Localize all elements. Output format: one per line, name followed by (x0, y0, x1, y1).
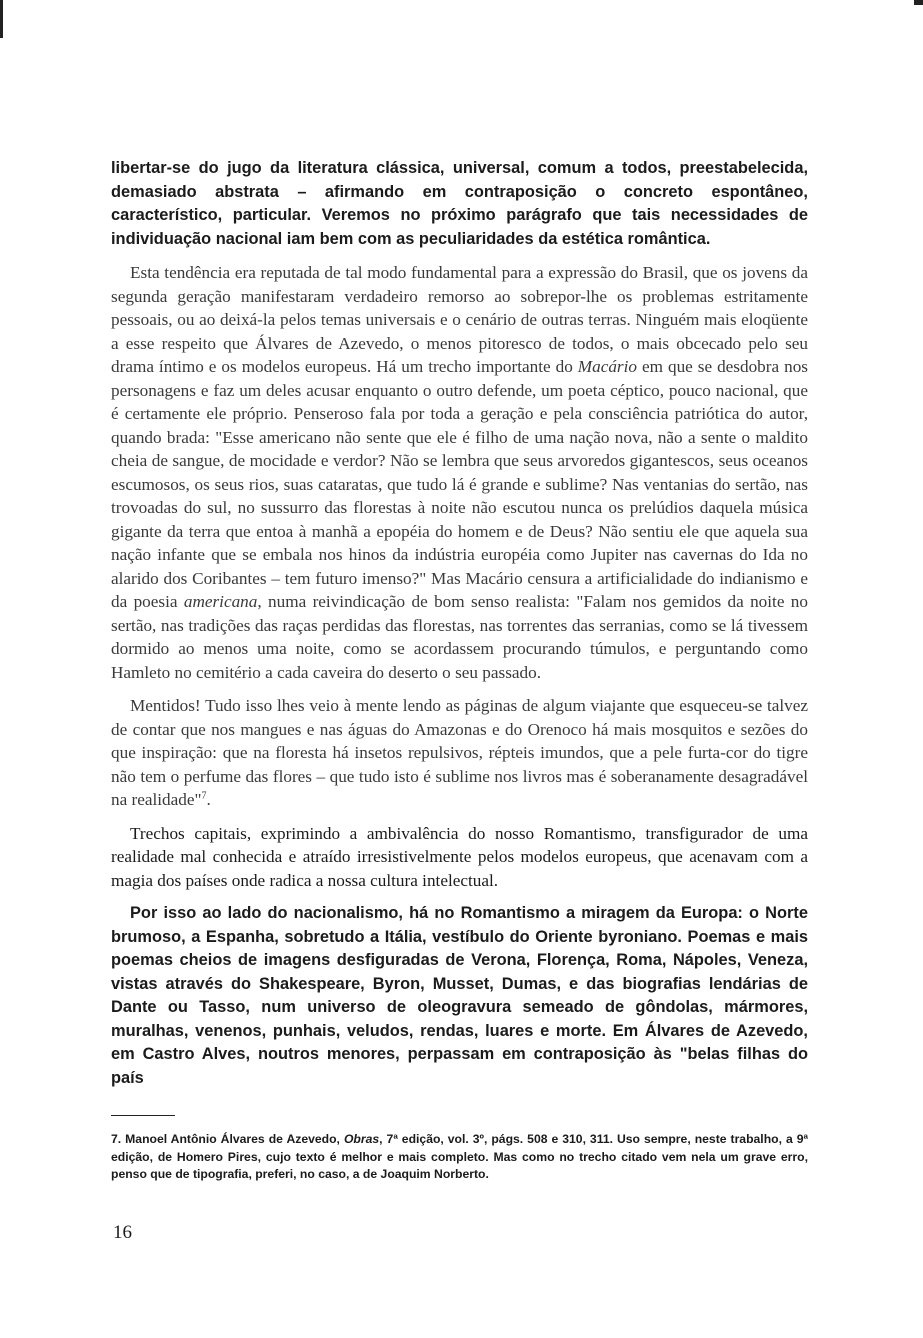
footnote-divider (111, 1115, 175, 1116)
paragraph-2-text-c: , numa reivindicação de bom senso realista: "Falam nos gemidos da noite no sertão, nas tradições das raças perdidas das florestas, nas torrentes das serranias, como se lá tivessem dormido ao menos uma noite, como se acordassem procurando túmulos, e perguntando como Hamleto no cemitério a cada caveira do deserto o seu passado. (111, 592, 808, 682)
footnote-number: 7. (111, 1132, 122, 1146)
paragraph-1 (111, 157, 808, 251)
paragraph-2 (111, 261, 808, 684)
paragraph-4-text: Trechos capitais, exprimindo a ambivalência do nosso Romantismo, transfigurador de uma realidade mal conhecida e atraído irresistivelmente pelos modelos europeus, que acenavam com a magia dos países onde radica a nossa cultura intelectual. (111, 823, 808, 890)
page-number: 16 (113, 1222, 132, 1243)
scan-edge-mark-left (0, 0, 3, 38)
paragraph-1-text: libertar-se do jugo da literatura clássica, universal, comum a todos, preestabelecida, demasiado abstrata – afirmando em contraposição o concreto espontâneo, característico, particular. Veremos no próximo parágrafo que tais necessidades de individuação nacional iam bem com as peculiaridades da estética romântica. (111, 159, 808, 248)
footnote-work-title: Obras (343, 1132, 380, 1146)
scan-edge-mark-right (914, 0, 923, 5)
paragraph-4 (111, 822, 808, 893)
footnote-7 (111, 1131, 808, 1184)
footnote-text-b: , 7ª edição, vol. 3º, págs. 508 e 310, 311. Uso sempre, neste trabalho, a 9ª edição, de Homero Pires, cujo texto é melhor e mais completo. Mas como no trecho citado vem nela um grave erro, penso que de tipografia, preferi, no caso, a de Joaquim Norberto. (111, 1132, 808, 1181)
footnote-text-a: Manoel Antônio Álvares de Azevedo, (121, 1132, 344, 1146)
footnote-reference: 7 (201, 790, 207, 802)
paragraph-5 (111, 902, 808, 1090)
paragraph-3-text: Mentidos! Tudo isso lhes veio à mente lendo as páginas de algum viajante que esqueceu-se talvez de contar que nos mangues e nas águas do Amazonas e do Orenoco há mais mosquitos e sezões do que inspiração: que na floresta há insetos repulsivos, répteis imundos, que a pele furta-cor do tigre não tem o perfume das flores – que tudo isto é sublime nos livros mas é soberanamente desagradável na realidade" (111, 696, 808, 809)
body-text (111, 157, 808, 1090)
paragraph-5-text: Por isso ao lado do nacionalismo, há no Romantismo a miragem da Europa: o Norte brumoso, a Espanha, sobretudo a Itália, vestíbulo do Oriente byroniano. Poemas e mais poemas cheios de imagens desfiguradas de Verona, Florença, Roma, Nápoles, Veneza, vistas através do Shakespeare, Byron, Musset, Dumas, e das biografias lendárias de Dante ou Tasso, num universo de oleogravura semeado de gôndolas, mármores, muralhas, venenos, punhais, veludos, rendas, luares e morte. Em Álvares de Azevedo, em Castro Alves, noutros menores, perpassam em contraposição às "belas filhas do país (111, 904, 808, 1087)
work-title-americana: americana (183, 592, 258, 611)
paragraph-3 (111, 694, 808, 812)
work-title-macario: Macário (577, 357, 637, 376)
paragraph-2-text-b: em que se desdobra nos personagens e faz um deles acusar enquanto o outro defende, um poeta céptico, pouco nacional, que é certamente ele próprio. Penseroso fala por toda a geração e pela consciência patriótica do autor, quando brada: "Esse americano não sente que ele é filho de uma nação nova, não a sente o maldito cheia de sangue, de mocidade e verdor? Não se lembra que seus arvoredos gigantescos, seus oceanos escumosos, os seus rios, suas cataratas, que tudo lá é grande e sublime? Nas ventanias do sertão, nas trovoadas do sul, no sussurro das florestas à noite não escutou nunca os prelúdios daquela música gigante da terra que entoa à manhã a epopéia do homem e de Deus? Não sentiu ele que aquela sua nação infante que se embala nos hinos da indústria européia como Jupiter nas cavernas do Ida no alarido dos Coribantes – tem futuro imenso?" Mas Macário censura a artificialidade do indianismo e da poesia (111, 357, 808, 611)
paragraph-3-end: . (206, 790, 211, 809)
paragraph-2-text-a: Esta tendência era reputada de tal modo fundamental para a expressão do Brasil, que os jovens da segunda geração manifestaram verdadeiro remorso ao sobrepor-lhe os problemas estritamente pessoais, ou ao deixá-la pelos temas universais e o cenário de outras terras. Ninguém mais eloqüente a esse respeito que Álvares de Azevedo, o menos pitoresco de todos, o mais obcecado pelo seu drama íntimo e os modelos europeus. Há um trecho importante do (111, 263, 808, 376)
